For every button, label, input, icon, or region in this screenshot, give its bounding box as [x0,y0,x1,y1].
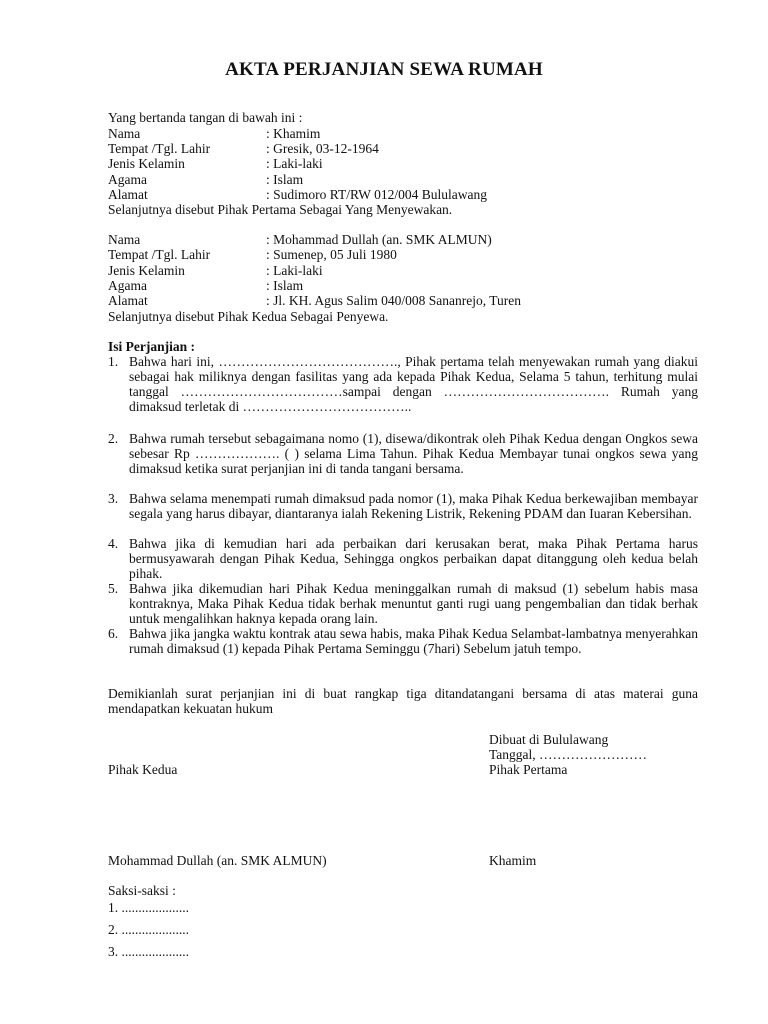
clause-text: Bahwa hari ini, …………………………………., Pihak pertama telah menyewakan rumah yang diakui sebagai hak miliknya dengan fasilitas yang ada kepada Pihak Kedua, Selama 5 tahun, terhitung mulai tanggal ………………………………sampai dengan ………………………………. Rumah yang dimaksud terletak di ……………………………….. [129,354,698,414]
party2-address-row [108,293,521,308]
left-signatory-name: Mohammad Dullah (an. SMK ALMUN) [108,853,327,868]
clause-4 [108,536,698,581]
party1-name-row [108,126,320,141]
clause-text: Bahwa rumah tersebut sebagaimana nomo (1), disewa/dikontrak oleh Pihak Kedua dengan Ongkos sewa sebesar Rp ………………. ( ) selama Lima Tahun. Pihak Kedua Membayar tunai ongkos sewa yang dimaksud ketika surat perjanjian ini di tanda tangani bersama. [129,431,698,476]
clause-number: 6. [108,626,119,641]
field-value: : Laki-laki [266,156,323,171]
party1-birth-row [108,141,379,156]
field-value: : Khamim [266,126,321,141]
field-value: : Islam [266,172,304,187]
field-label: Alamat [108,187,148,202]
field-value: : Laki-laki [266,263,323,278]
party1-religion-row [108,172,303,187]
right-signatory-name: Khamim [489,853,537,868]
field-label: Tempat /Tgl. Lahir [108,247,211,262]
isi-heading: Isi Perjanjian : [108,339,195,354]
clause-number: 2. [108,431,119,446]
witnesses-heading: Saksi-saksi : [108,883,176,898]
field-value: : Sudimoro RT/RW 012/004 Bululawang [266,187,487,202]
party1-gender-row [108,156,323,171]
field-value: : Islam [266,278,304,293]
clause-text: Bahwa jika jangka waktu kontrak atau sewa habis, maka Pihak Kedua Selambat-lambatnya menyerahkan rumah dimaksud (1) kepada Pihak Pertama Seminggu (7hari) Sebelum jatuh tempo. [129,626,698,656]
clause-1 [108,354,698,414]
signature-place: Dibuat di Bululawang [489,732,609,747]
clause-number: 3. [108,491,119,506]
document-title: AKTA PERJANJIAN SEWA RUMAH [225,59,543,80]
clause-text: Bahwa selama menempati rumah dimaksud pada nomor (1), maka Pihak Kedua berkewajiban membayar segala yang harus dibayar, diantaranya ialah Rekening Listrik, Rekening PDAM dan Iuaran Kebersihan. [129,491,698,521]
party2-gender-row [108,263,323,278]
witness-item: 1. .................... [108,900,189,915]
witness-item: 2. .................... [108,922,189,937]
party2-birth-row [108,247,397,262]
intro-text: Yang bertanda tangan di bawah ini : [108,110,303,125]
party2-name-row [108,232,492,247]
signature-date: Tanggal, …………………… [489,747,648,762]
field-label: Agama [108,172,147,187]
clause-number: 4. [108,536,119,551]
field-value: : Mohammad Dullah (an. SMK ALMUN) [266,232,492,247]
field-label: Jenis Kelamin [108,263,185,278]
party2-closing: Selanjutnya disebut Pihak Kedua Sebagai Penyewa. [108,309,389,324]
field-label: Alamat [108,293,148,308]
clause-number: 5. [108,581,119,596]
clause-text: Bahwa jika di kemudian hari ada perbaikan dari kerusakan berat, maka Pihak Pertama harus bermusyawarah dengan Pihak Kedua, Sehingga ongkos perbaikan dapat ditanggung oleh kedua belah pihak. [129,536,698,581]
witness-item: 3. .................... [108,944,189,959]
clause-number: 1. [108,354,119,369]
field-value: : Sumenep, 05 Juli 1980 [266,247,397,262]
field-label: Nama [108,232,141,247]
field-label: Agama [108,278,147,293]
field-value: : Jl. KH. Agus Salim 040/008 Sananrejo, Turen [266,293,522,308]
field-value: : Gresik, 03-12-1964 [266,141,379,156]
clause-2 [108,431,698,476]
party1-closing: Selanjutnya disebut Pihak Pertama Sebagai Yang Menyewakan. [108,202,453,217]
clause-3 [108,491,698,521]
left-role: Pihak Kedua [108,762,178,777]
clause-6 [108,626,698,656]
field-label: Jenis Kelamin [108,156,185,171]
closing-paragraph: Demikianlah surat perjanjian ini di buat rangkap tiga ditandatangani bersama di atas materai guna mendapatkan kekuatan hukum [108,686,698,716]
clause-text: Bahwa jika dikemudian hari Pihak Kedua meninggalkan rumah di maksud (1) sebelum habis masa kontraknya, Maka Pihak Kedua tidak berhak menuntut ganti rugi uang pengembalian dan tidak berhak untuk mengalihkan haknya kepada orang lain. [129,581,698,626]
field-label: Nama [108,126,141,141]
field-label: Tempat /Tgl. Lahir [108,141,211,156]
clause-5 [108,581,698,626]
party2-religion-row [108,278,303,293]
right-role: Pihak Pertama [489,762,568,777]
party1-address-row [108,187,487,202]
